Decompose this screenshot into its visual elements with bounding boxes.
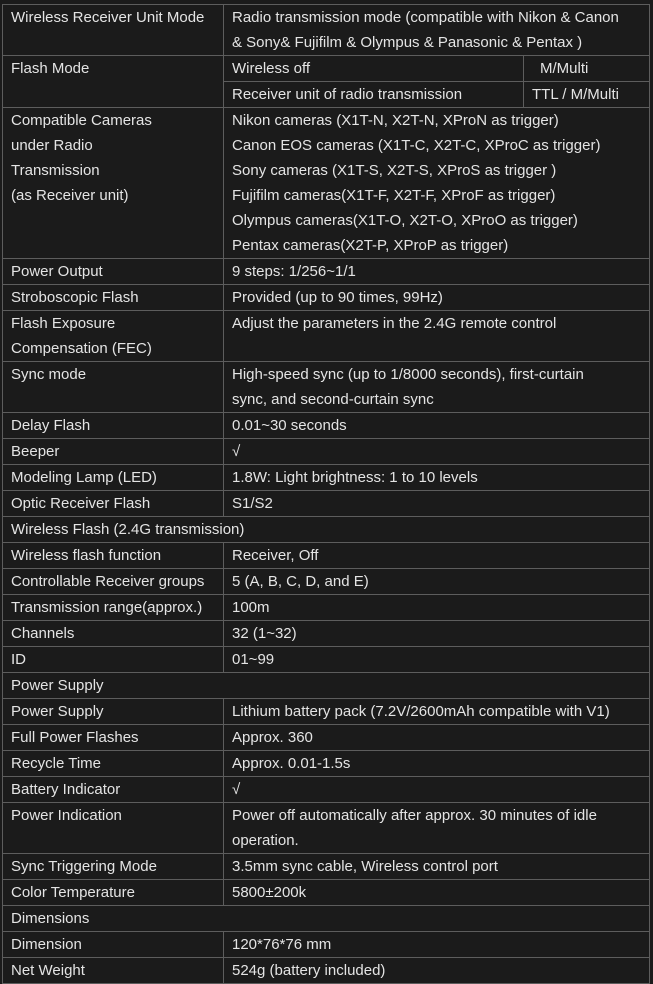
row-label bbox=[3, 311, 224, 362]
section-heading: Dimensions bbox=[3, 906, 650, 932]
row-label: Net Weight bbox=[3, 958, 224, 984]
row-value: S1/S2 bbox=[224, 491, 650, 517]
table-row bbox=[3, 958, 650, 984]
label-line: Flash Exposure bbox=[11, 315, 116, 332]
row-value: 0.01~30 seconds bbox=[224, 413, 650, 439]
row-label: ID bbox=[3, 647, 224, 673]
table-row bbox=[3, 362, 650, 413]
table-row bbox=[3, 413, 650, 439]
row-label: Power Indication bbox=[3, 803, 224, 854]
spec-table bbox=[2, 4, 650, 984]
row-label: Controllable Receiver groups bbox=[3, 569, 224, 595]
row-label: Wireless flash function bbox=[3, 543, 224, 569]
label-line: Compatible Cameras bbox=[11, 112, 152, 129]
table-row bbox=[3, 932, 650, 958]
row-value: Receiver unit of radio transmission bbox=[224, 82, 524, 108]
table-row bbox=[3, 751, 650, 777]
row-value: Approx. 0.01-1.5s bbox=[224, 751, 650, 777]
row-value: 5 (A, B, C, D, and E) bbox=[224, 569, 650, 595]
table-row bbox=[3, 259, 650, 285]
section-heading: Power Supply bbox=[3, 673, 650, 699]
table-row bbox=[3, 647, 650, 673]
row-label: Power Supply bbox=[3, 699, 224, 725]
row-value: 524g (battery included) bbox=[224, 958, 650, 984]
row-value: Adjust the parameters in the 2.4G remote control bbox=[224, 311, 650, 362]
value-line: Power off automatically after approx. 30 minutes of idle bbox=[232, 807, 597, 824]
label-line: under Radio bbox=[11, 137, 93, 154]
section-heading-row bbox=[3, 906, 650, 932]
value-line: Canon EOS cameras (X1T-C, X2T-C, XProC as trigger) bbox=[232, 137, 601, 154]
row-label: Sync Triggering Mode bbox=[3, 854, 224, 880]
row-value bbox=[224, 803, 650, 854]
table-row bbox=[3, 108, 650, 259]
section-heading-row bbox=[3, 517, 650, 543]
value-line: Sony cameras (X1T-S, X2T-S, XProS as trigger ) bbox=[232, 162, 557, 179]
row-value: 5800±200k bbox=[224, 880, 650, 906]
label-line: (as Receiver unit) bbox=[11, 187, 129, 204]
row-label: Battery Indicator bbox=[3, 777, 224, 803]
table-row bbox=[3, 465, 650, 491]
value-line: Radio transmission mode (compatible with Nikon & Canon bbox=[232, 9, 619, 26]
spec-sheet bbox=[2, 4, 649, 984]
value-line: High-speed sync (up to 1/8000 seconds), first-curtain bbox=[232, 366, 584, 383]
value-line: & Sony& Fujifilm & Olympus & Panasonic & Pentax ) bbox=[232, 34, 583, 51]
row-value: 120*76*76 mm bbox=[224, 932, 650, 958]
row-value: Approx. 360 bbox=[224, 725, 650, 751]
row-value: Receiver, Off bbox=[224, 543, 650, 569]
row-label bbox=[3, 108, 224, 259]
table-row bbox=[3, 621, 650, 647]
row-value: Lithium battery pack (7.2V/2600mAh compatible with V1) bbox=[224, 699, 650, 725]
row-label: Wireless Receiver Unit Mode bbox=[3, 5, 224, 56]
section-heading-row bbox=[3, 673, 650, 699]
row-label: Transmission range(approx.) bbox=[3, 595, 224, 621]
value-line: Fujifilm cameras(X1T-F, X2T-F, XProF as trigger) bbox=[232, 187, 556, 204]
table-row bbox=[3, 595, 650, 621]
table-row bbox=[3, 543, 650, 569]
row-label: Full Power Flashes bbox=[3, 725, 224, 751]
row-label: Beeper bbox=[3, 439, 224, 465]
row-value bbox=[224, 108, 650, 259]
table-row bbox=[3, 699, 650, 725]
table-row bbox=[3, 56, 650, 82]
check-mark: √ bbox=[224, 439, 650, 465]
row-label: Flash Mode bbox=[3, 56, 224, 108]
table-row bbox=[3, 285, 650, 311]
row-value: 1.8W: Light brightness: 1 to 10 levels bbox=[224, 465, 650, 491]
row-value: Provided (up to 90 times, 99Hz) bbox=[224, 285, 650, 311]
table-row bbox=[3, 854, 650, 880]
value-line: Pentax cameras(X2T-P, XProP as trigger) bbox=[232, 237, 509, 254]
row-label: Sync mode bbox=[3, 362, 224, 413]
table-row bbox=[3, 725, 650, 751]
row-label: Delay Flash bbox=[3, 413, 224, 439]
row-value: 3.5mm sync cable, Wireless control port bbox=[224, 854, 650, 880]
value-line: sync, and second-curtain sync bbox=[232, 391, 434, 408]
table-row bbox=[3, 311, 650, 362]
row-value: 01~99 bbox=[224, 647, 650, 673]
check-mark: √ bbox=[224, 777, 650, 803]
table-row bbox=[3, 491, 650, 517]
table-row bbox=[3, 439, 650, 465]
flash-mode-value: TTL / M/Multi bbox=[524, 82, 650, 108]
row-value: 32 (1~32) bbox=[224, 621, 650, 647]
value-line: Nikon cameras (X1T-N, X2T-N, XProN as trigger) bbox=[232, 112, 559, 129]
table-row bbox=[3, 803, 650, 854]
row-value: 9 steps: 1/256~1/1 bbox=[224, 259, 650, 285]
row-value bbox=[224, 362, 650, 413]
value-line: Olympus cameras(X1T-O, X2T-O, XProO as trigger) bbox=[232, 212, 578, 229]
row-label: Power Output bbox=[3, 259, 224, 285]
row-value: Wireless off bbox=[224, 56, 524, 82]
row-label: Dimension bbox=[3, 932, 224, 958]
value-line: operation. bbox=[232, 832, 299, 849]
table-row bbox=[3, 569, 650, 595]
section-heading: Wireless Flash (2.4G transmission) bbox=[3, 517, 650, 543]
flash-mode-value: M/Multi bbox=[524, 56, 650, 82]
row-label: Optic Receiver Flash bbox=[3, 491, 224, 517]
table-row bbox=[3, 880, 650, 906]
table-row bbox=[3, 777, 650, 803]
label-line: Transmission bbox=[11, 162, 100, 179]
row-label: Color Temperature bbox=[3, 880, 224, 906]
row-label: Modeling Lamp (LED) bbox=[3, 465, 224, 491]
row-label: Channels bbox=[3, 621, 224, 647]
table-row bbox=[3, 5, 650, 56]
row-label: Stroboscopic Flash bbox=[3, 285, 224, 311]
row-value: 100m bbox=[224, 595, 650, 621]
row-label: Recycle Time bbox=[3, 751, 224, 777]
label-line: Compensation (FEC) bbox=[11, 340, 152, 357]
row-value bbox=[224, 5, 650, 56]
